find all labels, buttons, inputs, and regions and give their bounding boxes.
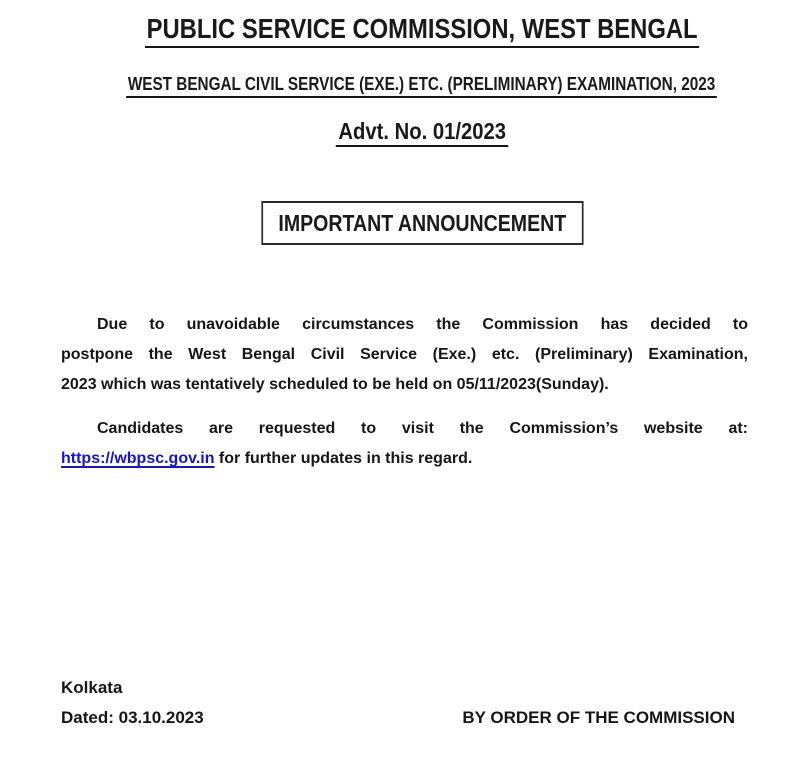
wbpsc-website-link[interactable]: https://wbpsc.gov.in <box>61 450 215 467</box>
para1-line1: Due to unavoidable circumstances the Commission has decided to <box>97 316 748 333</box>
paragraph-postponement <box>61 310 748 400</box>
page-title: PUBLIC SERVICE COMMISSION, WEST BENGAL <box>145 14 699 48</box>
exam-subtitle: WEST BENGAL CIVIL SERVICE (EXE.) ETC. (PRELIMINARY) EXAMINATION, 2023 <box>127 74 718 98</box>
place-label: Kolkata <box>61 678 123 697</box>
para1-line3: 2023 which was tentatively scheduled to be held on 05/11/2023(Sunday). <box>61 376 609 393</box>
advt-number: Advt. No. 01/2023 <box>336 119 509 147</box>
title-row <box>18 14 808 51</box>
para2-line2 <box>61 444 748 474</box>
important-announcement-label: IMPORTANT ANNOUNCEMENT <box>278 210 566 236</box>
para2-line2-rest: for further updates in this regard. <box>214 450 473 467</box>
document-body <box>61 310 748 733</box>
announcement-box-row <box>18 201 808 245</box>
para1-line2: postpone the West Bengal Civil Service (Exe.) etc. (Preliminary) Examination, <box>61 346 748 363</box>
document-footer <box>61 673 748 733</box>
para2-line1: Candidates are requested to visit the Commission’s website at: <box>97 420 748 437</box>
subtitle-row <box>18 73 808 99</box>
by-order-label: BY ORDER OF THE COMMISSION <box>462 708 735 727</box>
dated-row <box>61 703 748 733</box>
dated-label: Dated: 03.10.2023 <box>61 708 204 727</box>
important-announcement-box <box>261 201 583 245</box>
document-header <box>18 0 808 245</box>
advt-row <box>18 119 808 149</box>
paragraph-website <box>61 414 748 474</box>
